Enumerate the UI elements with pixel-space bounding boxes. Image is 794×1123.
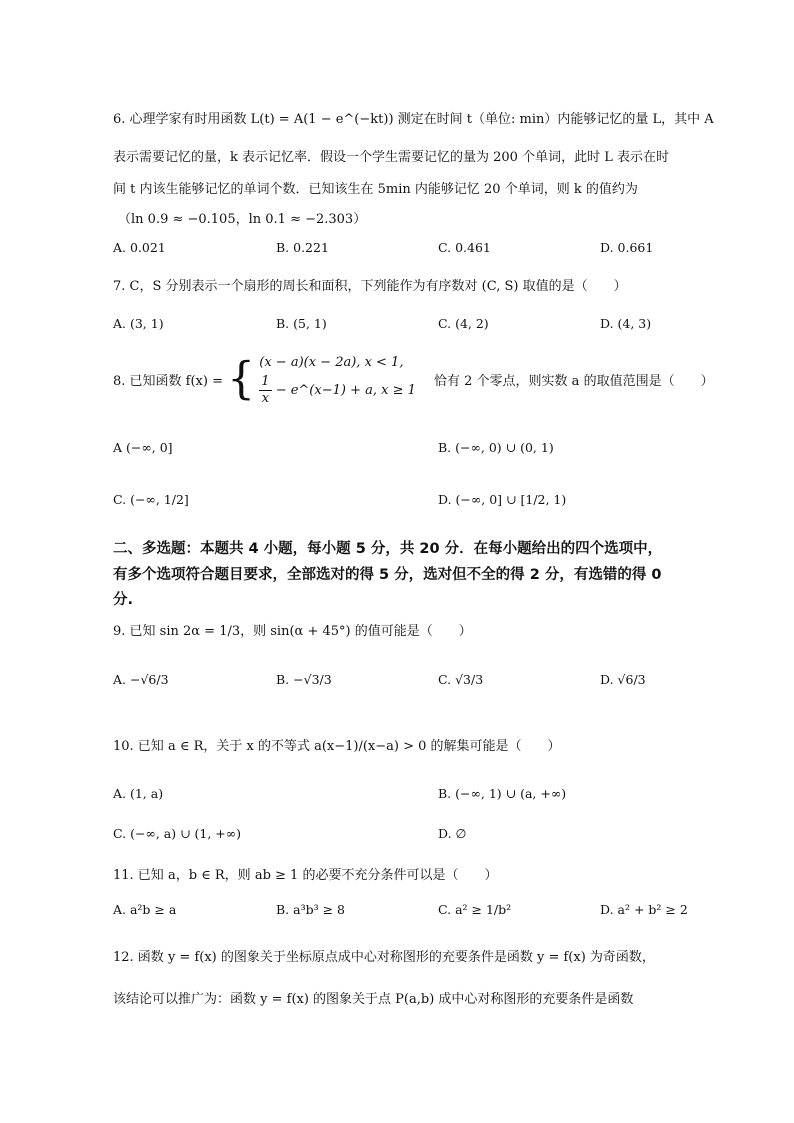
q6-line1: 6. 心理学家有时用函数 L(t) = A(1 − e^(−kt)) 测定在时间 t（单位: min）内能够记忆的量 L，其中 A	[113, 112, 714, 127]
q10-stem: 10. 已知 a ∈ R，关于 x 的不等式 a(x−1)/(x−a) > 0 的解集可能是（ ）	[113, 739, 561, 754]
q6-line3: 间 t 内该生能够记忆的单词个数．已知该生在 5min 内能够记忆 20 个单词，则 k 的值约为	[113, 182, 638, 197]
section2-line2: 有多个选项符合题目要求，全部选对的得 5 分，选对但不全的得 2 分，有选错的得 0	[113, 567, 662, 583]
q10-option-d: D. ∅	[438, 826, 467, 841]
q9-option-c: C. √3/3	[438, 672, 484, 687]
q7-stem: 7. C，S 分别表示一个扇形的周长和面积，下列能作为有序数对 (C, S) 取值的是（ ）	[113, 279, 627, 294]
q8-prefix: 8. 已知函数 f(x) =	[113, 374, 223, 389]
q8-case2-frac	[259, 374, 271, 407]
q11-option-d: D. a² + b² ≥ 2	[600, 902, 688, 917]
q6-option-c: C. 0.461	[438, 240, 491, 255]
q10-option-b: B. (−∞, 1) ∪ (a, +∞)	[438, 786, 567, 801]
q11-option-a: A. a²b ≥ a	[113, 902, 177, 917]
section2-line1: 二、多选题：本题共 4 小题，每小题 5 分，共 20 分．在每小题给出的四个选项中，	[113, 541, 663, 557]
q9-option-a: A. −√6/3	[113, 672, 169, 687]
q12-line1: 12. 函数 y = f(x) 的图象关于坐标原点成中心对称图形的充要条件是函数 y = f(x) 为奇函数，	[113, 950, 655, 965]
q8-case2-rest: − e^(x−1) + a, x ≥ 1	[275, 383, 416, 398]
q6-line4: （ln 0.9 ≈ −0.105，ln 0.1 ≈ −2.303）	[118, 212, 367, 227]
q8-option-d: D. (−∞, 0] ∪ [1/2, 1)	[438, 492, 567, 507]
section2-line3: 分.	[113, 592, 134, 608]
brace-glyph: {	[227, 353, 256, 405]
q9-stem: 9. 已知 sin 2α = 1/3，则 sin(α + 45°) 的值可能是（ ）	[113, 624, 472, 639]
q10-option-c: C. (−∞, a) ∪ (1, +∞)	[113, 826, 242, 841]
q7-option-c: C. (4, 2)	[438, 316, 489, 331]
q8-option-c: C. (−∞, 1/2]	[113, 492, 189, 507]
q7-option-a: A. (3, 1)	[113, 316, 164, 331]
q7-option-b: B. (5, 1)	[276, 316, 327, 331]
q11-option-c: C. a² ≥ 1/b²	[438, 902, 512, 917]
q8-case2-num: 1	[261, 374, 270, 389]
q10-option-a: A. (1, a)	[113, 786, 164, 801]
q8-case2	[259, 374, 416, 407]
q6-option-a: A. 0.021	[113, 240, 166, 255]
q6-option-d: D. 0.661	[600, 240, 654, 255]
q6-line2: 表示需要记忆的量，k 表示记忆率．假设一个学生需要记忆的量为 200 个单词，此时 L 表示在时	[113, 150, 669, 165]
q8-option-b: B. (−∞, 0) ∪ (0, 1)	[438, 440, 554, 455]
q8-option-a: A (−∞, 0]	[113, 440, 173, 455]
q8-suffix: 恰有 2 个零点，则实数 a 的取值范围是（ ）	[434, 374, 714, 389]
q9-option-b: B. −√3/3	[276, 672, 332, 687]
q9-option-d: D. √6/3	[600, 672, 646, 687]
q6-option-b: B. 0.221	[276, 240, 329, 255]
q8-case1: (x − a)(x − 2a), x < 1,	[259, 355, 404, 370]
q8-case2-den: x	[261, 391, 270, 406]
q12-line2: 该结论可以推广为：函数 y = f(x) 的图象关于点 P(a,b) 成中心对称图形的充要条件是函数	[113, 992, 634, 1007]
q7-option-d: D. (4, 3)	[600, 316, 652, 331]
q11-option-b: B. a³b³ ≥ 8	[276, 902, 345, 917]
q8-piecewise	[259, 352, 416, 407]
q11-stem: 11. 已知 a，b ∈ R，则 ab ≥ 1 的必要不充分条件可以是（ ）	[113, 868, 498, 883]
q8-stem	[113, 352, 714, 412]
